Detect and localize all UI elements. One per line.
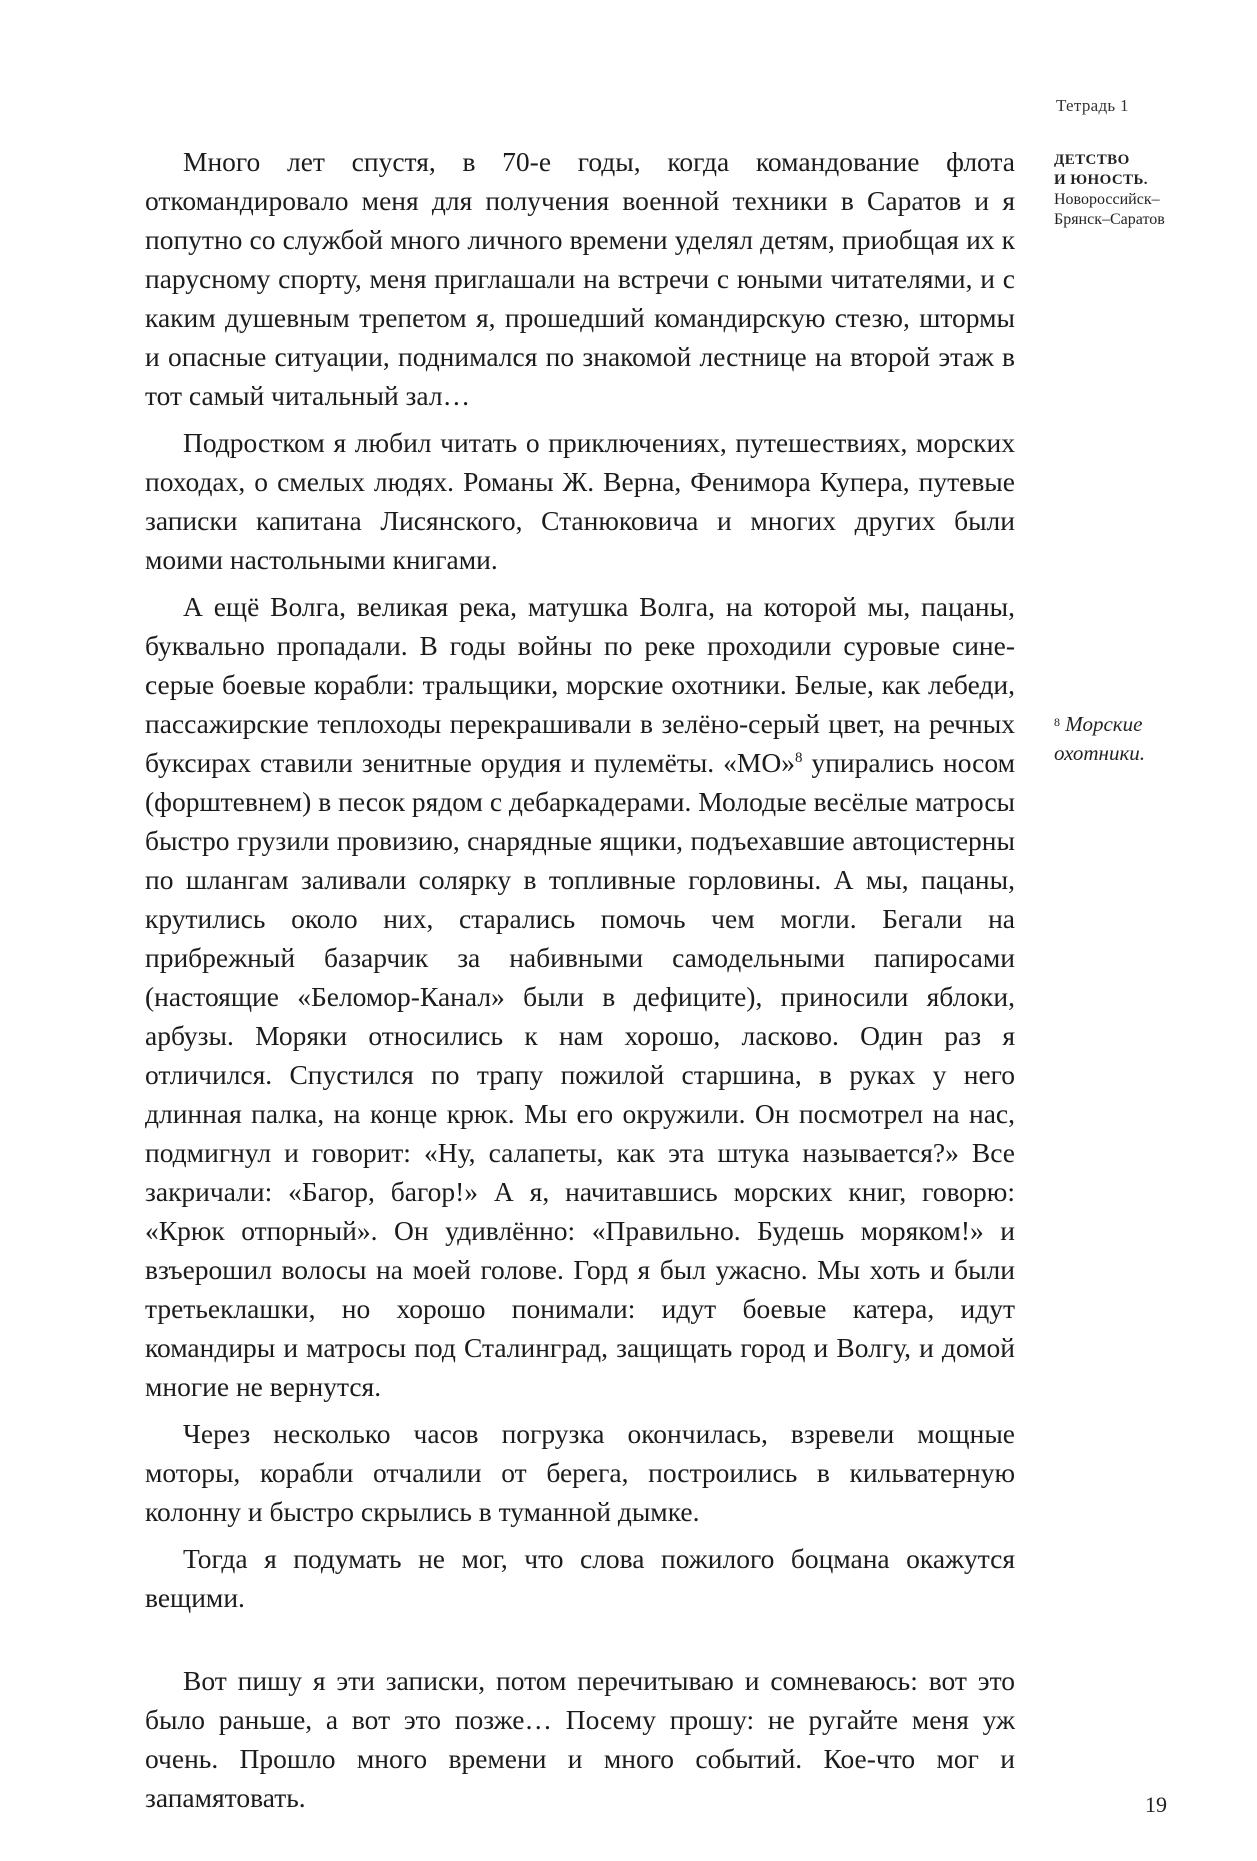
paragraph-4: Через несколько часов погрузка окончилась, взревели мощные моторы, корабли отчалили от берега, построились в кильватерную колонну и быстро скрылись в туманной дымке. (145, 1418, 1015, 1527)
main-text (145, 142, 1015, 1825)
page-number: 19 (1145, 1792, 1167, 1817)
paragraph-1: Много лет спустя, в 70-е годы, когда командование флота откомандировало меня для получения военной техники в Саратов и я попутно со службой много личного времени уделял детям, приобщая их к парусному спорту, меня приглашали на встречи с юными читателями, и с каким душевным трепетом я, прошедший командирскую стезю, штормы и опасные ситуации, поднимался по знакомой лестнице на второй этаж в тот самый читальный зал… (145, 146, 1015, 411)
paragraph-3-part-1: А ещё Волга, великая река, матушка Волга, на которой мы, пацаны, буквально пропадали. В годы войны по реке проходили суровые сине-серые боевые корабли: тральщики, морские охотники. Белые, как лебеди, пассажирские теплоходы перекрашивали в зелёно-серый цвет, на речных буксирах ставили зенитные орудия и пулемёты. «МО» (145, 591, 1015, 778)
chapter-note (1054, 150, 1234, 230)
footnote-marker: 8 (1054, 715, 1060, 729)
paragraph-2: Подростком я любил читать о приключениях, путешествиях, морских походах, о смелых людях. Романы Ж. Верна, Фенимора Купера, путевые записки капитана Лисянского, Станюковича и многих других были моими настольными книгами. (145, 427, 1015, 575)
running-head: Тетрадь 1 (1056, 96, 1129, 115)
footnote-reference: 8 (794, 750, 803, 766)
paragraph-3 (145, 587, 1015, 1406)
chapter-subtitle: Новороссийск– Брянск–Саратов (1054, 191, 1165, 228)
chapter-title: ДЕТСТВО И ЮНОСТЬ. (1054, 152, 1148, 188)
paragraph-3-part-2: упирались носом (форштевнем) в песок рядом с дебаркадерами. Молодые весёлые матросы быстро грузили провизию, снарядные ящики, подъехавшие автоцистерны по шлангам заливали солярку в топливные горловины. А мы, пацаны, крутились около них, старались помочь чем могли. Бегали на прибрежный базарчик за набивными самодельными папиросами (настоящие «Беломор-Канал» были в дефиците), приносили яблоки, арбузы. Моряки относились к нам хорошо, ласково. Один раз я отличился. Спустился по трапу пожилой старшина, в руках у него длинная палка, на конце крюк. Мы его окружили. Он посмотрел на нас, подмигнул и говорит: «Ну, салапеты, как эта штука называется?» Все закричали: «Багор, багор!» А я, начитавшись морских книг, говорю: «Крюк отпорный». Он удивлённо: «Правильно. Будешь моряком!» и взъерошил волосы на моей голове. Горд я был ужасно. Мы хоть и были третьеклашки, но хорошо понимали: идут боевые катера, идут командиры и матросы под Сталинград, защищать город и Волгу, и домой многие не вернутся. (145, 747, 1015, 1402)
footnote (1054, 710, 1234, 768)
footnote-text: Морские охотники. (1054, 712, 1146, 765)
paragraph-6: Вот пишу я эти записки, потом перечитываю и сомневаюсь: вот это было раньше, а вот это позже… Посему прошу: не ругайте меня уж очень. Прошло много времени и много событий. Кое-что мог и запамятовать. (145, 1665, 1015, 1813)
paragraph-5: Тогда я подумать не мог, что слова пожилого боцмана окажутся вещими. (145, 1543, 1015, 1613)
